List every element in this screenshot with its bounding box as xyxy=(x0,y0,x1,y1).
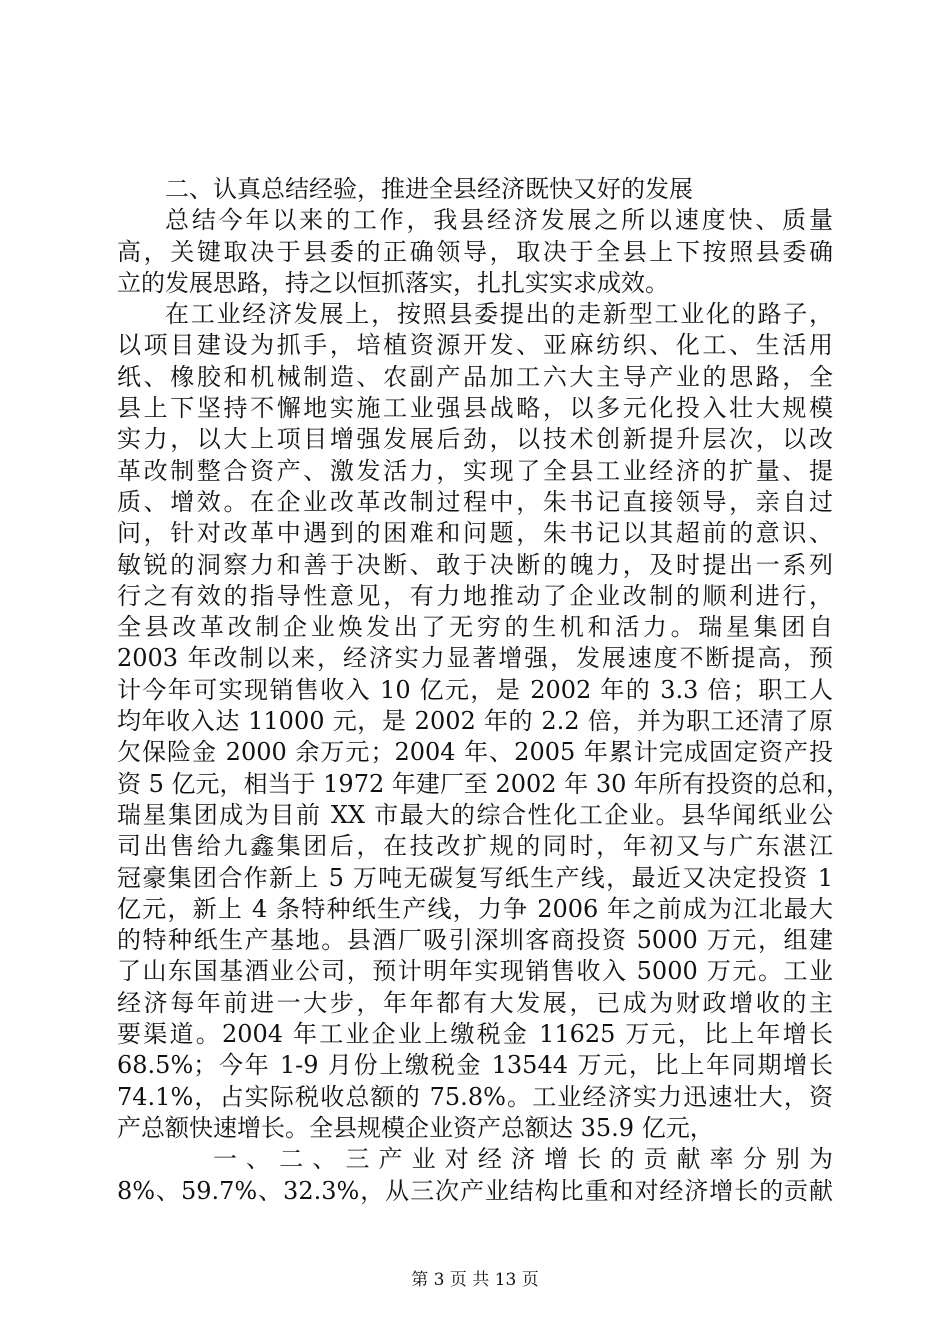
paragraph-line: 一、二、三产业对经济增长的贡献率分别为 xyxy=(213,1145,833,1174)
paragraph-industry-contribution xyxy=(117,1144,833,1207)
paragraph-line: 质、增效。在企业改革改制过程中，朱书记直接领导，亲自过 xyxy=(117,487,833,516)
paragraph-line: 纸、橡胶和机械制造、农副产品加工六大主导产业的思路，全 xyxy=(117,362,833,391)
paragraph-line: 74.1%，占实际税收总额的 75.8%。工业经济实力迅速壮大，资 xyxy=(117,1082,833,1111)
paragraph-line: 实力，以大上项目增强发展后劲，以技术创新提升层次，以改 xyxy=(117,425,833,454)
paragraph-line: 问，针对改革中遇到的困难和问题，朱书记以其超前的意识、 xyxy=(117,519,833,548)
page-number-footer: 第 3 页 共 13 页 xyxy=(411,1270,539,1290)
paragraph-line: 均年收入达 11000 元，是 2002 年的 2.2 倍，并为职工还清了原 xyxy=(117,707,833,736)
paragraph-line: 2003 年改制以来，经济实力显著增强，发展速度不断提高，预 xyxy=(117,644,833,673)
paragraph-line: 经济每年前进一大步，年年都有大发展，已成为财政增收的主 xyxy=(117,988,833,1017)
section-heading: 二、认真总结经验，推进全县经济既快又好的发展 xyxy=(165,175,693,203)
paragraph-line: 68.5%；今年 1-9 月份上缴税金 13544 万元，比上年同期增长 xyxy=(117,1051,833,1080)
paragraph-line: 欠保险金 2000 余万元；2004 年、2005 年累计完成固定资产投 xyxy=(117,738,833,767)
paragraph-line: 瑞星集团成为目前 XX 市最大的综合性化工企业。县华闻纸业公 xyxy=(117,800,833,829)
paragraph-line: 要渠道。2004 年工业企业上缴税金 11625 万元，比上年增长 xyxy=(117,1020,833,1049)
paragraph-line: 行之有效的指导性意见，有力地推动了企业改制的顺利进行， xyxy=(117,581,833,610)
paragraph-line: 立的发展思路，持之以恒抓落实，扎扎实实求成效。 xyxy=(117,268,669,297)
paragraph-line: 全县改革改制企业焕发出了无穷的生机和活力。瑞星集团自 xyxy=(117,613,833,642)
paragraph-line: 以项目建设为抓手，培植资源开发、亚麻纺织、化工、生活用 xyxy=(117,331,833,360)
paragraph-line: 了山东国基酒业公司，预计明年实现销售收入 5000 万元。工业 xyxy=(117,957,833,986)
paragraph-line: 计今年可实现销售收入 10 亿元，是 2002 年的 3.3 倍；职工人 xyxy=(117,675,833,704)
paragraph-line: 8%、59.7%、32.3%，从三次产业结构比重和对经济增长的贡献 xyxy=(117,1176,833,1205)
paragraph-line: 产总额快速增长。全县规模企业资产总额达 35.9 亿元， xyxy=(117,1113,714,1142)
paragraph-line: 司出售给九鑫集团后，在技改扩规的同时，年初又与广东湛江 xyxy=(117,832,833,861)
paragraph-line: 冠豪集团合作新上 5 万吨无碳复写纸生产线，最近又决定投资 1 xyxy=(117,863,833,892)
paragraph-line: 的特种纸生产基地。县酒厂吸引深圳客商投资 5000 万元，组建 xyxy=(117,926,833,955)
paragraph-line: 总结今年以来的工作，我县经济发展之所以速度快、质量 xyxy=(165,206,833,235)
paragraph-line: 敏锐的洞察力和善于决断、敢于决断的魄力，及时提出一系列 xyxy=(117,550,833,579)
paragraph-industrial-economy xyxy=(117,299,850,1144)
paragraph-line: 亿元，新上 4 条特种纸生产线，力争 2006 年之前成为江北最大 xyxy=(117,894,833,923)
paragraph-line: 资 5 亿元，相当于 1972 年建厂至 2002 年 30 年所有投资的总和， xyxy=(117,769,850,798)
document-body xyxy=(117,174,850,1207)
paragraph-line: 在工业经济发展上，按照县委提出的走新型工业化的路子， xyxy=(165,300,833,329)
paragraph-line: 高，关键取决于县委的正确领导，取决于全县上下按照县委确 xyxy=(117,237,833,266)
paragraph-line: 县上下坚持不懈地实施工业强县战略，以多元化投入壮大规模 xyxy=(117,394,833,423)
paragraph-line: 革改制整合资产、激发活力，实现了全县工业经济的扩量、提 xyxy=(117,456,833,485)
paragraph-summary xyxy=(117,205,833,299)
